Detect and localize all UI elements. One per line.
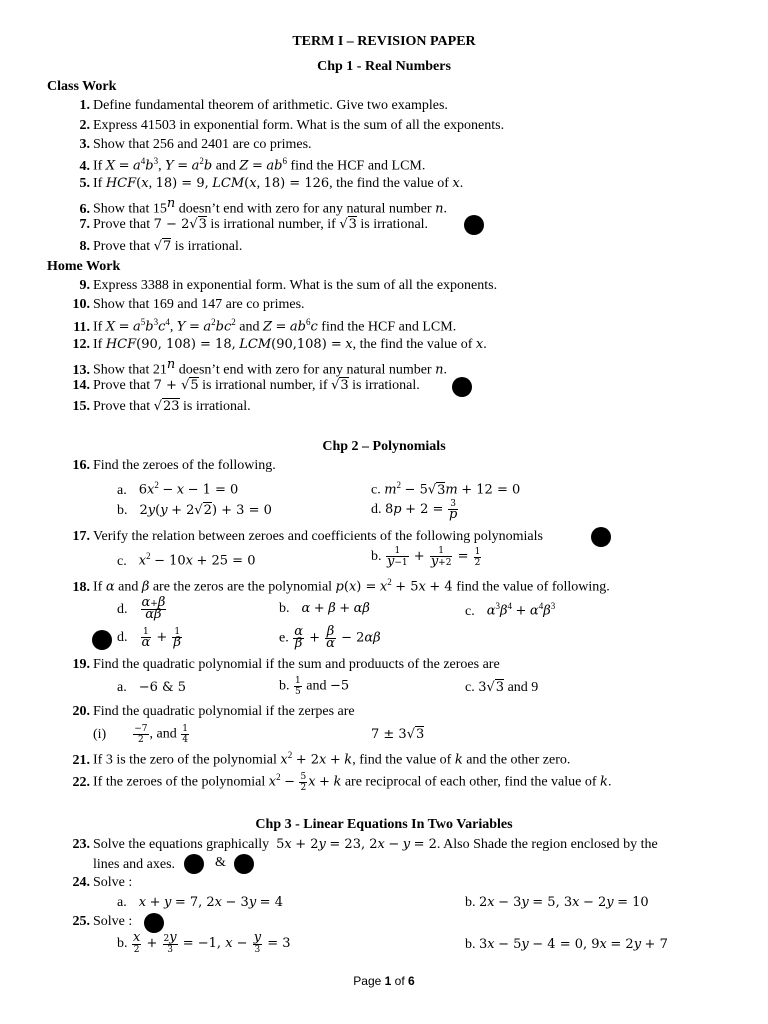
option-b: b. $\frac{1}{5}$ and −5 (279, 676, 350, 697)
chapter-2-heading: Chp 2 – Polynomials (322, 439, 446, 454)
question-14: 14. Prove that 7 + √5 is irrational number, if √3 is irrational. (72, 378, 420, 393)
question-19: 19. Find the quadratic polynomial if the sum and produucts of the zeroes are (72, 657, 500, 672)
question-7: 7. Prove that 7 − 2√3 is irrational number, if √3 is irrational. (79, 217, 429, 232)
option-d: d. $\frac{\alpha+\beta}{\alpha\beta}$ (117, 595, 166, 622)
option-b-second: b. 3x − 5y − 4 = 0, 9x = 2y + 7 (465, 937, 668, 952)
marker-dot (92, 630, 112, 650)
option-c: c. $x^2 - 10x + 25 = 0$ (117, 551, 256, 569)
question-13: 13. Show that 21$^n$ doesn’t end with zero for any natural number n. (72, 357, 447, 378)
question-23: 23. Solve the equations graphically 5x + 2y = 23, 2x − y = 2. Also Shade the region enclosed by the lines and axes. (72, 837, 658, 872)
option-b: b. α + β + αβ (279, 601, 370, 616)
question-11: 11. If $X = a^5b^3c^4$, $Y = a^2bc^2$ and $Z = ab^6c$ find the HCF and LCM. (73, 317, 457, 335)
marker-dot (591, 527, 611, 547)
question-8: 8. Prove that √7 is irrational. (79, 239, 243, 254)
question-2: 2. Express 41503 in exponential form. What is the sum of all the exponents. (79, 118, 505, 133)
question-17: 17. Verify the relation between zeroes and coefficients of the following polynomials (72, 529, 543, 544)
question-9: 9. Express 3388 in exponential form. What is the sum of all the exponents. (79, 278, 498, 293)
question-24: 24. Solve : (72, 875, 133, 890)
marker-dot (464, 215, 484, 235)
question-3: 3. Show that 256 and 2401 are co primes. (79, 137, 312, 152)
question-6: 6. Show that 15$^n$ doesn’t end with zero for any natural number n. (79, 196, 447, 217)
question-10: 10. Show that 169 and 147 are co primes. (72, 297, 305, 312)
option-ii: 7 ± 3√3 (371, 727, 425, 742)
marker-dot (234, 854, 254, 874)
option-e: e. $\frac{\alpha}{\beta}$ + $\frac{\beta}{\alpha}$ − 2αβ (279, 624, 381, 651)
question-15: 15. Prove that √23 is irrational. (72, 399, 251, 414)
question-12: 12. If HCF(90, 108) = 18, LCM(90,108) = x, the find the value of x. (72, 337, 487, 352)
option-a: a. $6x^2 - x - 1 = 0$ (117, 480, 239, 498)
option-d: d. $\frac{1}{\alpha}$ + $\frac{1}{\beta}$ (117, 627, 181, 650)
question-20: 20. Find the quadratic polynomial if the zerpes are (72, 704, 355, 719)
option-c: c. $\alpha^3\beta^4 + \alpha^4\beta^3$ (465, 601, 556, 619)
chapter-1-heading: Chp 1 - Real Numbers (317, 59, 451, 74)
option-i: (i) $\frac{-7}{2}$ , and $\frac{1}{4}$ (93, 724, 188, 745)
option-c: c. 3√3 and 9 (465, 680, 539, 695)
question-25: 25. Solve : (72, 914, 133, 929)
ampersand: & (215, 855, 226, 870)
option-c: c. $m^2 - 5√3m + 12 = 0$ (371, 480, 521, 498)
option-a: a. −6 & 5 (117, 680, 186, 695)
classwork-heading: Class Work (47, 79, 117, 94)
chapter-3-heading: Chp 3 - Linear Equations In Two Variables (255, 817, 513, 832)
option-b: b. 2x − 3y = 5, 3x − 2y = 10 (465, 895, 649, 910)
question-22: 22. If the zeroes of the polynomial $x^2$ − $\frac{5}{2}$ x + k are reciprocal of each other, find the value of k. (72, 772, 612, 793)
marker-dot (452, 377, 472, 397)
question-18: 18. If α and β are the zeros are the polynomial $p(x) = x^2 + 5x + 4$ find the value of following. (72, 577, 610, 595)
option-b: b. $\frac{x}{2}$ + $\frac{2y}{3}$ = −1, x − $\frac{y}{3}$ = 3 (117, 930, 291, 955)
page-footer: Page 1 of 6 (353, 974, 415, 988)
question-16: 16. Find the zeroes of the following. (72, 458, 276, 473)
marker-dot (144, 913, 164, 933)
option-b: b. 2y(y + 2√2) + 3 = 0 (117, 503, 272, 518)
question-4: 4. If $X = a^4b^3$, $Y = a^2b$ and $Z = ab^6$ find the HCF and LCM. (79, 156, 426, 174)
question-5: 5. If HCF(x, 18) = 9, LCM(x, 18) = 126, the find the value of x. (79, 176, 464, 191)
paper-title: TERM I – REVISION PAPER (292, 34, 476, 49)
question-1: 1. Define fundamental theorem of arithmetic. Give two examples. (79, 98, 448, 113)
option-a: a. x + y = 7, 2x − 3y = 4 (117, 895, 283, 910)
option-b: b. $\frac{1}{y-1}$ + $\frac{1}{y+2}$ = $\frac{1}{2}$ (371, 546, 481, 569)
homework-heading: Home Work (47, 259, 121, 274)
question-21: 21. If 3 is the zero of the polynomial $x^2 + 2x + k$, find the value of k and the other zero. (72, 750, 571, 768)
marker-dot (184, 854, 204, 874)
option-d: d. 8p + 2 = $\frac{3}{p}$ (371, 499, 458, 522)
